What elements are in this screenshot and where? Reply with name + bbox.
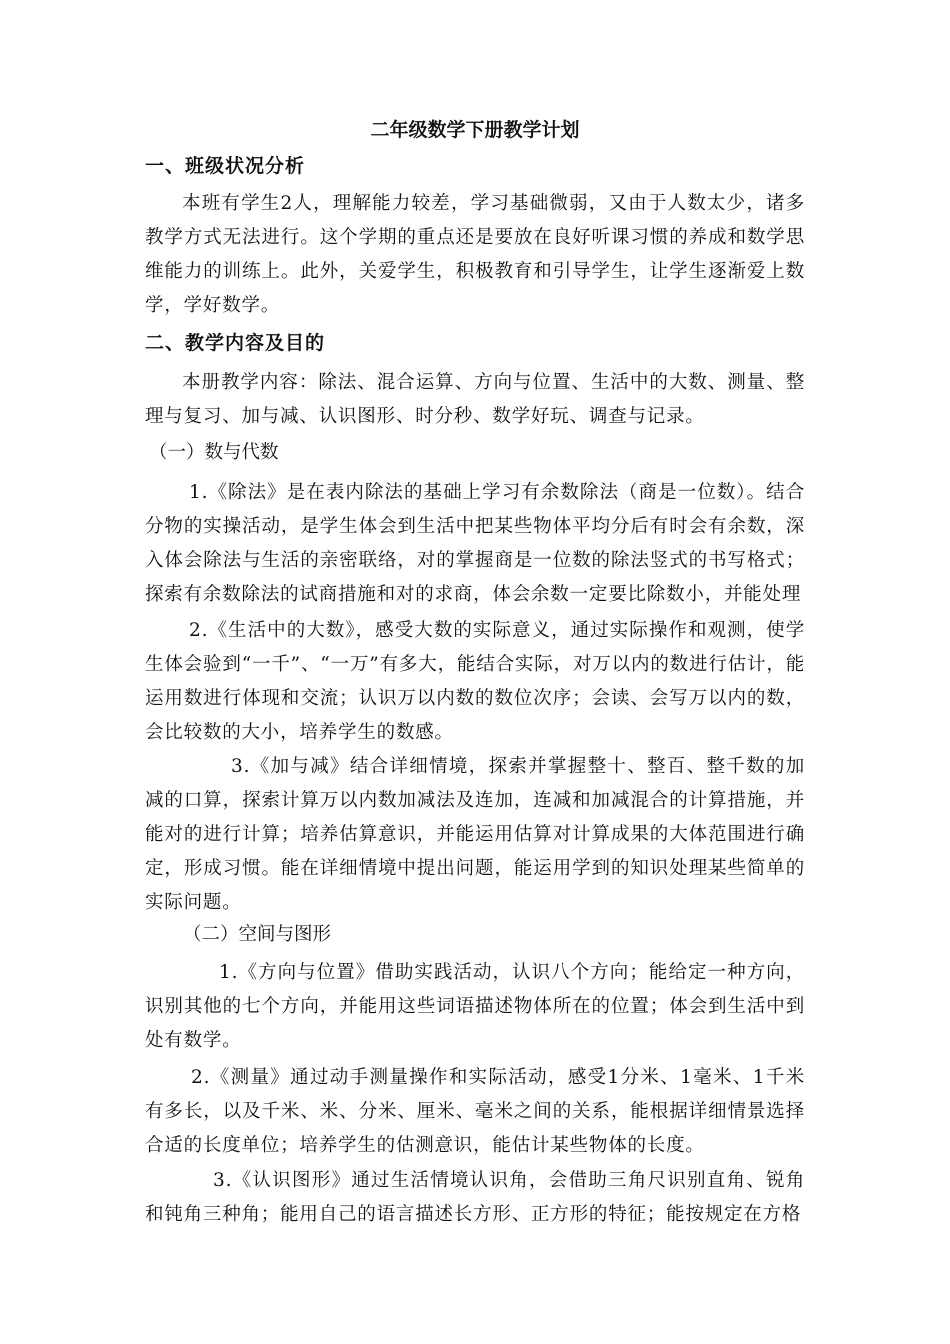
item-division: 1.《除法》是在表内除法的基础上学习有余数除法（商是一位数）。结合分物的实操活动，是学生体会到生活中把某些物体平均分后有时会有余数，深入体会除法与生活的亲密联络，对的掌握商是一位数的除法竖式的书写格式；探索有余数除法的试商措施和对的求商，体会余数一定要比除数小，并能处理 — [145, 482, 805, 605]
section-heading-content-goals: 二、教学内容及目的 — [145, 332, 326, 354]
content-intro-paragraph: 本册教学内容：除法、混合运算、方向与位置、生活中的大数、测量、整理与复习、加与减、认识图形、时分秒、数学好玩、调查与记录。 — [145, 372, 805, 427]
item-shapes: 3.《认识图形》通过生活情境认识角，会借助三角尺识别直角、锐角和钝角三种角；能用自己的语言描述长方形、正方形的特征；能按规定在方格 — [145, 1170, 805, 1225]
subsection-label-space-shapes: （二）空间与图形 — [183, 924, 332, 945]
subsection-label-number-algebra: （一）数与代数 — [149, 442, 279, 463]
document-title: 二年级数学下册教学计划 — [370, 119, 580, 141]
item-direction-position: 1.《方向与位置》借助实践活动，认识八个方向；能给定一种方向，识别其他的七个方向，并能用这些词语描述物体所在的位置；体会到生活中到处有数学。 — [145, 962, 805, 1051]
section-heading-class-analysis: 一、班级状况分析 — [145, 155, 306, 177]
item-addition-subtraction: 3.《加与减》结合详细情境，探索并掌握整十、整百、整千数的加减的口算，探索计算万以内数加减法及连加，连减和加减混合的计算措施，并能对的进行计算；培养估算意识，并能运用估算对计算成果的大体范围进行确定，形成习惯。能在详细情境中提出问题，能运用学到的知识处理某些简单的实际问题。 — [145, 756, 805, 913]
item-big-numbers: 2.《生活中的大数》，感受大数的实际意义，通过实际操作和观测，使学生体会验到“一千”、“一万”有多大，能结合实际，对万以内的数进行估计，能运用数进行体现和交流；认识万以内数的数位次序；会读、会写万以内的数，会比较数的大小，培养学生的数感。 — [145, 620, 805, 743]
class-analysis-paragraph: 本班有学生2人，理解能力较差，学习基础微弱，又由于人数太少，诸多教学方式无法进行。这个学期的重点还是要放在良好听课习惯的养成和数学思维能力的训练上。此外，关爱学生，积极教育和引导学生，让学生逐渐爱上数学，学好数学。 — [145, 193, 805, 316]
item-measurement: 2.《测量》通过动手测量操作和实际活动，感受1分米、1毫米、1千米有多长，以及千米、米、分米、厘米、毫米之间的关系，能根据详细情景选择合适的长度单位；培养学生的估测意识，能估计某些物体的长度。 — [145, 1067, 805, 1156]
